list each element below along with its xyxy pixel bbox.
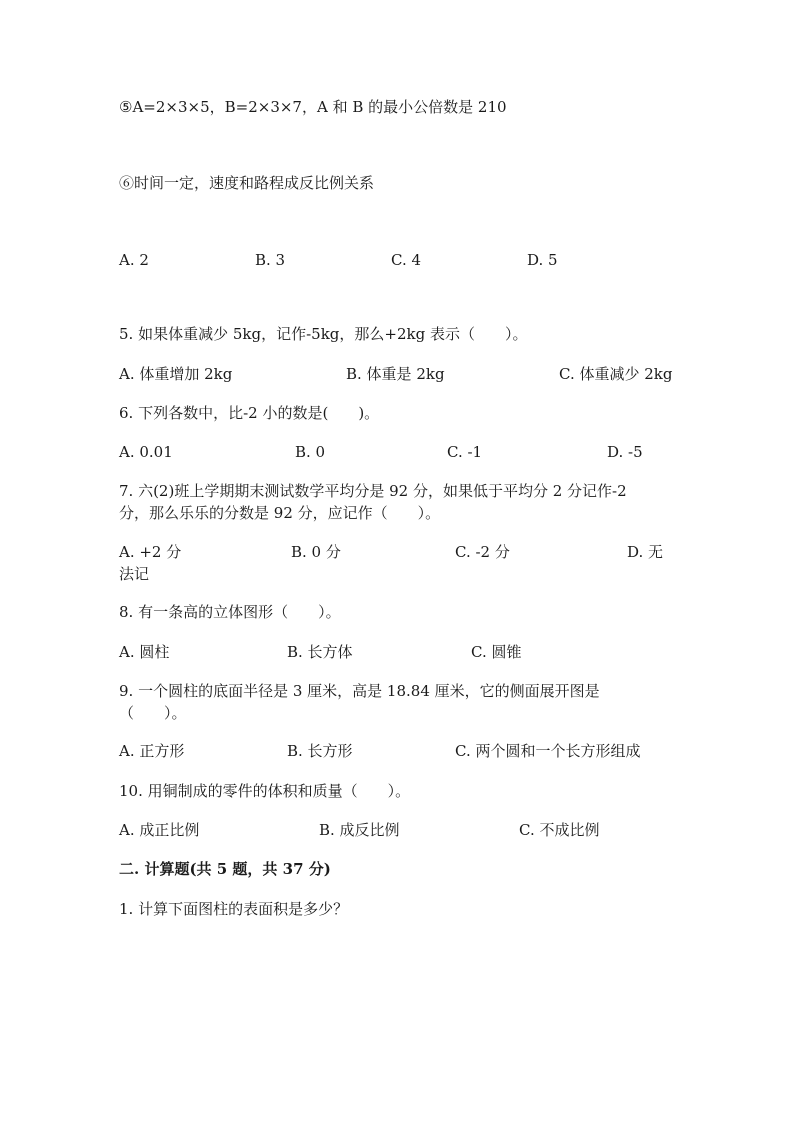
- question-9-line-2: （ ）。: [119, 704, 187, 722]
- q4-option-a[interactable]: A. 2: [119, 251, 149, 269]
- q10-option-a[interactable]: A. 成正比例: [119, 821, 200, 839]
- statement-6: ⑥时间一定，速度和路程成反比例关系: [119, 174, 375, 192]
- question-7-line-1: 7. 六(2)班上学期期末测试数学平均分是 92 分，如果低于平均分 2 分记作-2: [119, 482, 627, 500]
- q7-option-d-wrap: 法记: [119, 565, 150, 583]
- q5-option-b[interactable]: B. 体重是 2kg: [346, 365, 445, 383]
- q10-option-c[interactable]: C. 不成比例: [519, 821, 600, 839]
- q5-option-a[interactable]: A. 体重增加 2kg: [119, 365, 233, 383]
- question-6: 6. 下列各数中，比-2 小的数是( )。: [119, 404, 380, 422]
- q7-option-c[interactable]: C. -2 分: [455, 543, 510, 561]
- question-9-line-1: 9. 一个圆柱的底面半径是 3 厘米，高是 18.84 厘米，它的侧面展开图是: [119, 682, 600, 700]
- question-8: 8. 有一条高的立体图形（ ）。: [119, 603, 341, 621]
- q7-option-a[interactable]: A. +2 分: [119, 543, 182, 561]
- q4-option-d[interactable]: D. 5: [527, 251, 558, 269]
- statement-5: ⑤A=2×3×5，B=2×3×7，A 和 B 的最小公倍数是 210: [119, 98, 507, 116]
- q4-option-c[interactable]: C. 4: [391, 251, 422, 269]
- q9-option-a[interactable]: A. 正方形: [119, 742, 185, 760]
- q9-option-b[interactable]: B. 长方形: [287, 742, 353, 760]
- q6-option-a[interactable]: A. 0.01: [119, 443, 173, 461]
- q4-option-b[interactable]: B. 3: [255, 251, 286, 269]
- q8-option-c[interactable]: C. 圆锥: [471, 643, 522, 661]
- q5-option-c[interactable]: C. 体重减少 2kg: [559, 365, 673, 383]
- q6-option-b[interactable]: B. 0: [295, 443, 326, 461]
- q8-option-b[interactable]: B. 长方体: [287, 643, 353, 661]
- q7-option-b[interactable]: B. 0 分: [291, 543, 341, 561]
- q8-option-a[interactable]: A. 圆柱: [119, 643, 170, 661]
- section-2-title: 二. 计算题(共 5 题，共 37 分): [119, 860, 331, 878]
- q9-option-c[interactable]: C. 两个圆和一个长方形组成: [455, 742, 641, 760]
- question-5: 5. 如果体重减少 5kg，记作-5kg，那么+2kg 表示（ ）。: [119, 325, 528, 343]
- q7-option-d[interactable]: D. 无: [627, 543, 664, 561]
- q6-option-d[interactable]: D. -5: [607, 443, 643, 461]
- q10-option-b[interactable]: B. 成反比例: [319, 821, 400, 839]
- section-2-question-1: 1. 计算下面图柱的表面积是多少？: [119, 900, 349, 918]
- question-10: 10. 用铜制成的零件的体积和质量（ ）。: [119, 782, 411, 800]
- q6-option-c[interactable]: C. -1: [447, 443, 483, 461]
- question-7-line-2: 分，那么乐乐的分数是 92 分，应记作（ ）。: [119, 504, 441, 522]
